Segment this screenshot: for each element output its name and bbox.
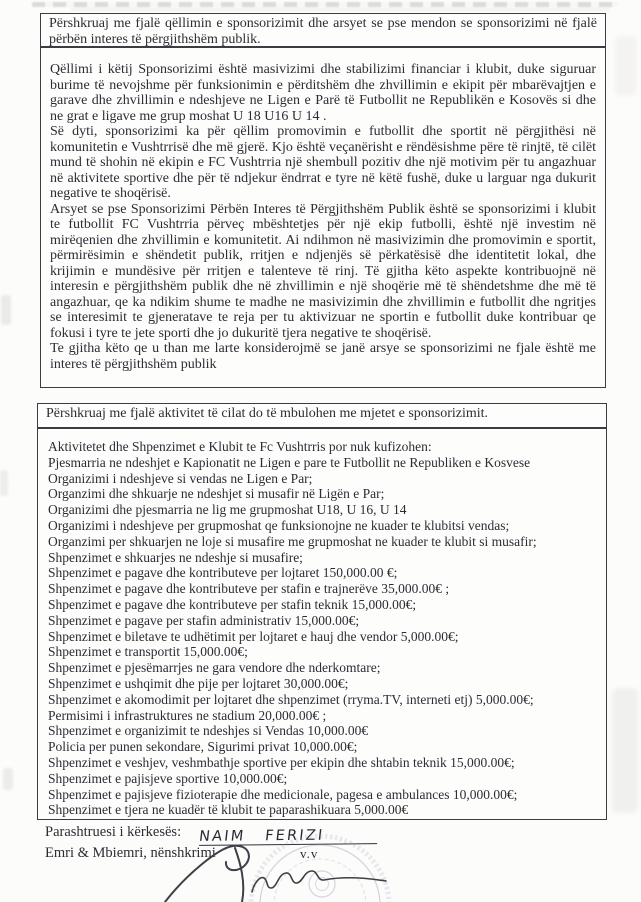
activity-line: Shpenzimet e shkuarjes ne ndeshje si musafire; xyxy=(48,549,303,565)
activity-line: Organizimi i ndeshjeve per grupmoshat qe funksionojne ne kuader te klubitsi vendas; xyxy=(48,517,510,533)
activity-line: Shpenzimet e organizimit te ndeshjes si Vendas 10,000.00€ xyxy=(48,723,369,739)
scan-smudge xyxy=(3,768,13,790)
activity-line: Shpenzimet e transportit 15,000.00€; xyxy=(48,644,248,660)
activity-line: Permisimi i infrastruktures ne stadium 20,000.00€ ; xyxy=(48,707,327,723)
purpose-paragraph: Së dyti, sponsorizimi ka për qëllim promovimin e futbollit dhe sportit në përgjithësi në komunitetin e Vushtrrisë dhe më gjerë. Kjo është veçanërisht e rëndësishme përe të rinjtë, të cilët mund të shohin në ekipin e FC Vushtrria një shembull pozitiv dhe një motivim për tu angazhuar në aktivitete sportive dhe për të ndjekur ëndrrat e tyre në këtë fushë, duke u larguar nga dukurit negative te shoqërisë. xyxy=(50,124,596,201)
vv-seal-mark: v.v xyxy=(300,846,319,861)
activities-prompt-text: Përshkruaj me fjalë aktivitet të cilat do të mbulohen me mjetet e sponsorizimit. xyxy=(46,406,489,421)
purpose-prompt-box xyxy=(40,13,606,47)
activity-line: Pjesmarria ne ndeshjet e Kapionatit ne Ligen e pare te Futbollit ne Republiken e Kosvese xyxy=(48,454,531,470)
activity-line: Organizimi i ndeshjeve si vendas ne Ligen e Par; xyxy=(48,470,313,486)
applicant-last-name: FERIZI xyxy=(264,827,326,845)
activity-line: Organzimi dhe shkuarje ne ndeshjet si musafir në Ligën e Par; xyxy=(48,486,385,502)
purpose-paragraph: Arsyet se pse Sponsorizimi Përbën Interes të Përgjithshëm Publik është se sponsorizimi i klubit te futbollit FC Vushtrria përveç mbështetjes për një ekip futbolli, është një investim në mirëqenien dhe zhvillimin e komunitetit. Ai ndihmon në masivizimin dhe promovimin e sportit, përmirësimin e shëndetit publik, rritjen e ndjenjës së përkatësisë dhe identitetit lokal, dhe krijimin e mundësive për rritjen e talenteve të rinj. Të gjitha këto aspekte kontribuojnë në interesin e përgjithshëm publik dhe në zhvillimin e një shoqërie më të shëndetshme dhe më të angazhuar, qe ka ndikim shume te madhe ne masivizimin dhe zhvillimin e futbollit dhe ngritjes se interesimit te gjeneratave te reja per tu aktivizuar ne sportin e futbollit duke kontribuar qe fokusi i tyre te jete sporti dhe jo dukuritë tjera negative te shoqërisë. xyxy=(50,201,596,341)
activity-line: Shpenzimet e tjera ne kuadër të klubit te paparashikuara 5,000.00€ xyxy=(48,802,409,818)
activity-line: Shpenzimet e pagave dhe kontributeve per lojtaret 150,000.00 €; xyxy=(48,565,398,581)
scan-smudge xyxy=(0,470,8,496)
scan-smudge xyxy=(615,36,637,96)
purpose-paragraph: Te gjitha këto qe u than me larte konsiderojmë se janë arsye se sponsorizimi ne fjale është me interes të përgjithshëm publik xyxy=(50,341,596,372)
activity-line: Shpenzimet e biletave te udhëtimit per lojtaret e hauj dhe vendor 5,000.00€; xyxy=(48,628,459,644)
activities-list xyxy=(48,439,598,818)
activity-line: Shpenzimet e veshjev, veshmbathje sportive per ekipin dhe shtabin teknik 15,000.00€; xyxy=(48,754,515,770)
scan-streak-top xyxy=(32,2,618,7)
activity-line: Shpenzimet e akomodimit per lojtaret dhe shpenzimet (rryma.TV, interneti etj) 5,000.00€; xyxy=(48,691,534,707)
activity-line: Policia per punen sekondare, Sigurimi privat 10,000.00€; xyxy=(48,739,358,755)
signature-ink xyxy=(140,836,400,902)
purpose-paragraph: Qëllimi i këtij Sponsorizimi është masivizimi dhe stabilizimi financiar i klubit, duke siguruar burime të nevojshme për funksionimin e përditshëm dhe zhvillimin e ekipit për mbarëvajtjen e garave dhe zhvillimin e ndeshjeve ne Ligen e Parë të Futbollit ne Republikën e Kosovës si dhe ne grat e ligave me grup moshat U 18 U16 U 14 . xyxy=(50,62,596,124)
activity-line: Shpenzimet e pagave per stafin administrativ 15,000.00€; xyxy=(48,612,360,628)
activity-line: Organzimi per shkuarjen ne loje si musafire me grupmoshat ne kuader te klubit si musafir; xyxy=(48,533,537,549)
scan-streak-pink xyxy=(70,8,610,11)
applicant-first-name: NAIM xyxy=(198,828,247,845)
activity-line: Shpenzimet e pagave dhe kontributeve per stafin teknik 15,000.00€; xyxy=(48,596,417,612)
activity-line: Shpenzimet e pjesëmarrjes ne gara vendore dhe nderkomtare; xyxy=(48,660,381,676)
activities-answer-box xyxy=(37,428,607,820)
activity-line: Shpenzimet e ushqimit dhe pije per lojtaret 30,000.00€; xyxy=(48,675,349,691)
name-signature-label: Emri & Mbiemri, nënshkrimi xyxy=(45,845,216,861)
scan-smudge xyxy=(612,688,638,813)
purpose-answer-box xyxy=(40,47,606,388)
activity-line: Shpenzimet e pajisjeve sportive 10,000.00€; xyxy=(48,770,288,786)
purpose-prompt-text: Përshkruaj me fjalë qëllimin e sponsorizimit dhe arsyet se pse mendon se sponsorizimi në fjalë përbën interes të përgjithshëm publik. xyxy=(49,16,597,47)
activity-line: Shpenzimet e pajisjeve fizioterapie dhe medicionale, pagesa e ambulances 10,000.00€; xyxy=(48,786,518,802)
applicant-label: Parashtruesi i kërkesës: xyxy=(45,824,182,840)
activity-line: Organizimi dhe pjesmarria ne lig me grupmoshat U18, U 16, U 14 xyxy=(48,502,407,518)
activity-line: Shpenzimet e pagave dhe kontributeve per stafin e trajnerëve 35,000.00€ ; xyxy=(48,581,450,597)
activity-line: Aktivitetet dhe Shpenzimet e Klubit te Fc Vushtrris por nuk kufizohen: xyxy=(48,439,432,454)
scan-smudge xyxy=(1,295,11,325)
activities-prompt-box xyxy=(37,403,607,428)
